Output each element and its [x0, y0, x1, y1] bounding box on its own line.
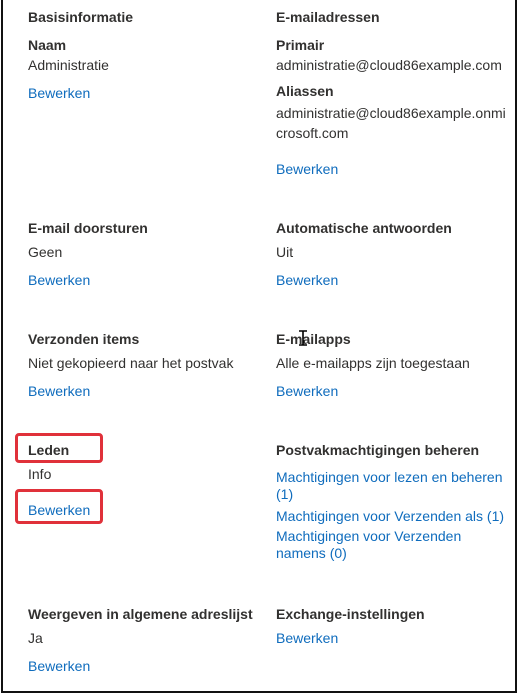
name-label: Naam — [28, 37, 67, 53]
read-manage-permissions-link[interactable] — [276, 469, 503, 502]
email-apps-heading: E-mailapps — [276, 331, 351, 347]
email-apps-value: Alle e-mailapps zijn toegestaan — [276, 355, 470, 371]
send-as-permissions-link[interactable]: Machtigingen voor Verzenden als (1) — [276, 508, 505, 524]
auto-reply-edit-link[interactable]: Bewerken — [276, 272, 339, 288]
exchange-settings-edit-link[interactable]: Bewerken — [276, 630, 339, 646]
email-addresses-edit-link[interactable]: Bewerken — [276, 161, 339, 177]
permissions-heading: Postvakmachtigingen beheren — [276, 442, 480, 458]
basic-info-heading: Basisinformatie — [28, 9, 134, 25]
send-on-behalf-line1: Machtigingen voor Verzenden — [276, 528, 462, 544]
forwarding-value: Geen — [28, 244, 63, 260]
send-on-behalf-permissions-link[interactable] — [276, 528, 461, 561]
gal-value: Ja — [28, 630, 43, 646]
sent-items-heading: Verzonden items — [28, 331, 140, 347]
email-addresses-heading: E-mailadressen — [276, 9, 380, 25]
forwarding-edit-link[interactable]: Bewerken — [28, 272, 91, 288]
send-on-behalf-line2: namens (0) — [276, 545, 347, 561]
members-value: Info — [28, 466, 52, 482]
sent-items-edit-link[interactable]: Bewerken — [28, 383, 91, 399]
members-edit-link[interactable]: Bewerken — [28, 502, 91, 518]
text-cursor-icon — [297, 330, 309, 346]
email-apps-edit-link[interactable]: Bewerken — [276, 383, 339, 399]
alias-address-line1: administratie@cloud86example.onmi — [276, 105, 506, 121]
exchange-settings-heading: Exchange-instellingen — [276, 606, 425, 622]
auto-reply-heading: Automatische antwoorden — [276, 220, 452, 236]
forwarding-heading: E-mail doorsturen — [28, 220, 148, 236]
gal-edit-link[interactable]: Bewerken — [28, 658, 91, 674]
members-heading: Leden — [28, 442, 70, 458]
basic-info-edit-link[interactable]: Bewerken — [28, 85, 91, 101]
aliases-label: Aliassen — [276, 83, 334, 99]
primary-label: Primair — [276, 37, 325, 53]
read-manage-permissions-line2: (1) — [276, 486, 294, 502]
name-value: Administratie — [28, 57, 109, 73]
auto-reply-value: Uit — [276, 244, 294, 260]
alias-address-line2: crosoft.com — [276, 125, 349, 141]
gal-heading: Weergeven in algemene adreslijst — [28, 606, 253, 622]
sent-items-value: Niet gekopieerd naar het postvak — [28, 355, 234, 371]
read-manage-permissions-line1: Machtigingen voor lezen en beheren — [276, 469, 503, 485]
primary-address: administratie@cloud86example.com — [276, 57, 502, 73]
